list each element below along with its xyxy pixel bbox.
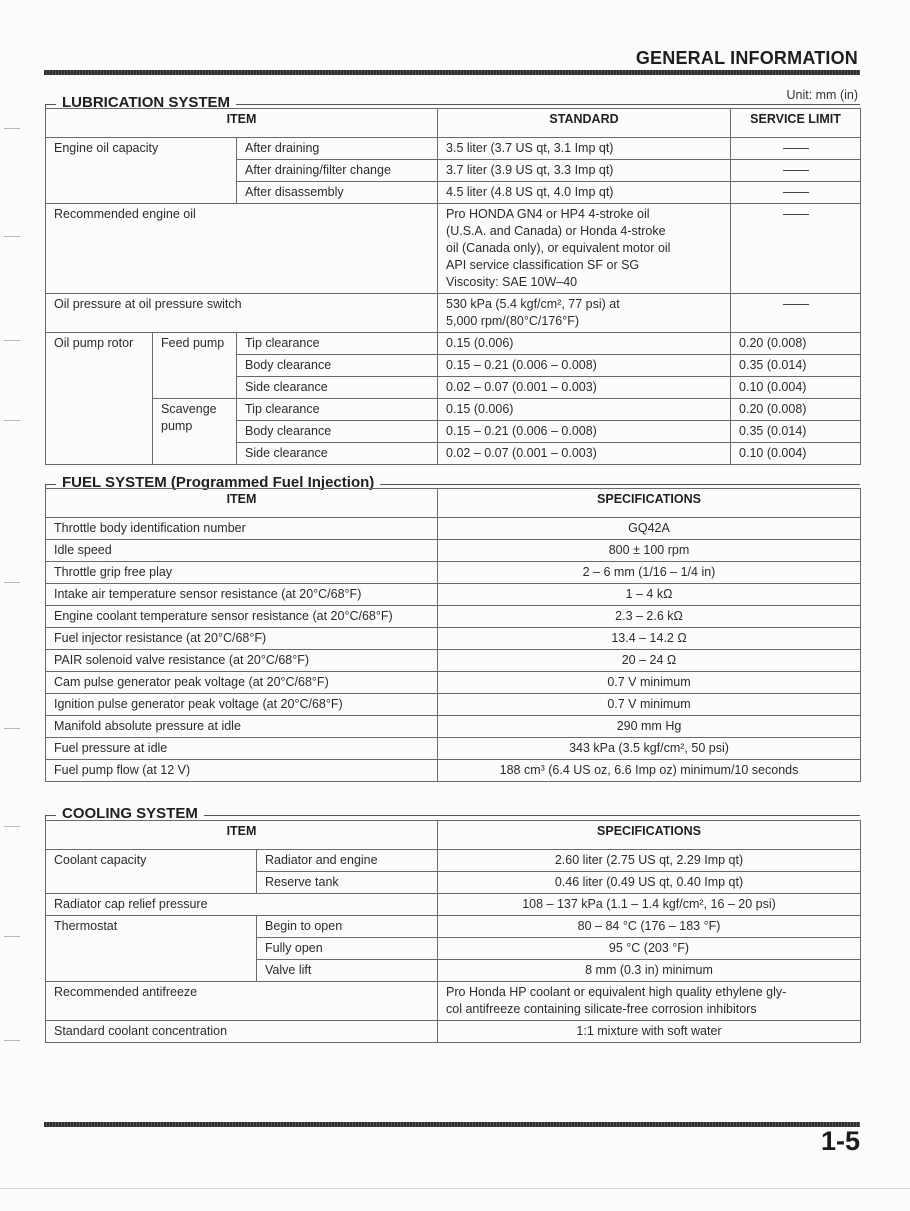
table-row xyxy=(46,694,861,716)
spec-value: 108 – 137 kPa (1.1 – 1.4 kgf/cm², 16 – 20 psi) xyxy=(438,894,861,916)
row-sublabel: Radiator and engine xyxy=(257,850,438,872)
margin-mark xyxy=(4,420,20,421)
spec-value: 20 – 24 Ω xyxy=(438,650,861,672)
service-limit-value xyxy=(731,160,861,182)
col-header-item: ITEM xyxy=(46,821,438,850)
spec-value: GQ42A xyxy=(438,518,861,540)
spec-value: 2.60 liter (2.75 US qt, 2.29 Imp qt) xyxy=(438,850,861,872)
row-label: Radiator cap relief pressure xyxy=(46,894,438,916)
row-label: Oil pressure at oil pressure switch xyxy=(46,294,438,333)
row-label: Throttle body identification number xyxy=(46,518,438,540)
table-row xyxy=(46,650,861,672)
dash-icon xyxy=(783,214,809,215)
margin-mark xyxy=(4,582,20,583)
row-label: PAIR solenoid valve resistance (at 20°C/68°F) xyxy=(46,650,438,672)
spec-value xyxy=(438,982,861,1021)
standard-value: 0.15 – 0.21 (0.006 – 0.008) xyxy=(438,355,731,377)
table-row xyxy=(46,540,861,562)
row-label: Fuel injector resistance (at 20°C/68°F) xyxy=(46,628,438,650)
margin-mark xyxy=(4,826,20,827)
spec-value: 2.3 – 2.6 kΩ xyxy=(438,606,861,628)
spec-value: 2 – 6 mm (1/16 – 1/4 in) xyxy=(438,562,861,584)
text-line: Pro Honda HP coolant or equivalent high quality ethylene gly- xyxy=(446,985,787,999)
margin-mark xyxy=(4,236,20,237)
standard-value xyxy=(438,294,731,333)
service-limit-value xyxy=(731,182,861,204)
text-line: API service classification SF or SG xyxy=(446,258,640,272)
row-label: Idle speed xyxy=(46,540,438,562)
standard-value: 3.5 liter (3.7 US qt, 3.1 Imp qt) xyxy=(438,138,731,160)
row-label: Ignition pulse generator peak voltage (at 20°C/68°F) xyxy=(46,694,438,716)
row-sublabel: Body clearance xyxy=(237,421,438,443)
row-label: Cam pulse generator peak voltage (at 20°C/68°F) xyxy=(46,672,438,694)
header-rule xyxy=(44,70,860,75)
spec-value: 80 – 84 °C (176 – 183 °F) xyxy=(438,916,861,938)
dash-icon xyxy=(783,148,809,149)
lubrication-table xyxy=(45,108,861,465)
table-row xyxy=(46,760,861,782)
row-sublabel xyxy=(153,399,237,465)
spec-value: 800 ± 100 rpm xyxy=(438,540,861,562)
table-row xyxy=(46,294,861,333)
row-label: Throttle grip free play xyxy=(46,562,438,584)
col-header-item: ITEM xyxy=(46,489,438,518)
row-sublabel: After draining/filter change xyxy=(237,160,438,182)
cooling-table xyxy=(45,820,861,1043)
fuel-section-title: FUEL SYSTEM (Programmed Fuel Injection) xyxy=(56,474,380,491)
spec-value: 8 mm (0.3 in) minimum xyxy=(438,960,861,982)
spec-value: 13.4 – 14.2 Ω xyxy=(438,628,861,650)
service-limit-value xyxy=(731,294,861,333)
row-sublabel: Body clearance xyxy=(237,355,438,377)
row-label: Manifold absolute pressure at idle xyxy=(46,716,438,738)
text-line: 530 kPa (5.4 kgf/cm², 77 psi) at xyxy=(446,297,620,311)
table-row xyxy=(46,716,861,738)
row-label: Standard coolant concentration xyxy=(46,1021,438,1043)
lubrication-section-title: LUBRICATION SYSTEM xyxy=(56,94,236,111)
page-number: 1-5 xyxy=(820,1126,860,1156)
table-row xyxy=(46,138,861,160)
table-row xyxy=(46,584,861,606)
table-row xyxy=(46,518,861,540)
row-sublabel: Reserve tank xyxy=(257,872,438,894)
service-limit-value: 0.35 (0.014) xyxy=(731,421,861,443)
table-row xyxy=(46,606,861,628)
table-row xyxy=(46,916,861,938)
table-row xyxy=(46,333,861,355)
spec-value: 95 °C (203 °F) xyxy=(438,938,861,960)
text-line: col antifreeze containing silicate-free corrosion inhibitors xyxy=(446,1002,757,1016)
col-header-standard: STANDARD xyxy=(438,109,731,138)
dash-icon xyxy=(783,304,809,305)
text-line: (U.S.A. and Canada) or Honda 4-stroke xyxy=(446,224,666,238)
row-label: Thermostat xyxy=(46,916,257,982)
spec-value: 0.7 V minimum xyxy=(438,694,861,716)
margin-mark xyxy=(4,728,20,729)
col-header-specifications: SPECIFICATIONS xyxy=(438,489,861,518)
row-label: Coolant capacity xyxy=(46,850,257,894)
row-sublabel: Side clearance xyxy=(237,377,438,399)
row-label: Recommended engine oil xyxy=(46,204,438,294)
margin-mark xyxy=(4,128,20,129)
spec-value: 343 kPa (3.5 kgf/cm², 50 psi) xyxy=(438,738,861,760)
row-sublabel: Valve lift xyxy=(257,960,438,982)
row-label: Fuel pump flow (at 12 V) xyxy=(46,760,438,782)
spec-value: 1 – 4 kΩ xyxy=(438,584,861,606)
table-row xyxy=(46,628,861,650)
text-line: Viscosity: SAE 10W–40 xyxy=(446,275,578,289)
margin-mark xyxy=(4,1040,20,1041)
margin-mark xyxy=(4,340,20,341)
table-row xyxy=(46,894,861,916)
row-sublabel: Side clearance xyxy=(237,443,438,465)
row-label: Oil pump rotor xyxy=(46,333,153,465)
table-row xyxy=(46,399,861,421)
spec-value: 188 cm³ (6.4 US oz, 6.6 Imp oz) minimum/10 seconds xyxy=(438,760,861,782)
row-sublabel: After draining xyxy=(237,138,438,160)
row-sublabel: Feed pump xyxy=(153,333,237,399)
row-label: Intake air temperature sensor resistance (at 20°C/68°F) xyxy=(46,584,438,606)
row-label: Engine oil capacity xyxy=(46,138,237,204)
standard-value: 0.15 – 0.21 (0.006 – 0.008) xyxy=(438,421,731,443)
spec-value: 290 mm Hg xyxy=(438,716,861,738)
service-limit-value: 0.20 (0.008) xyxy=(731,333,861,355)
margin-mark xyxy=(4,936,20,937)
row-sublabel: Tip clearance xyxy=(237,399,438,421)
row-sublabel: After disassembly xyxy=(237,182,438,204)
text-line: Scavenge xyxy=(161,402,217,416)
table-row xyxy=(46,850,861,872)
table-row xyxy=(46,204,861,294)
col-header-item: ITEM xyxy=(46,109,438,138)
unit-note: Unit: mm (in) xyxy=(786,88,858,102)
service-limit-value xyxy=(731,138,861,160)
standard-value: 0.15 (0.006) xyxy=(438,399,731,421)
service-limit-value: 0.10 (0.004) xyxy=(731,377,861,399)
service-limit-value: 0.20 (0.008) xyxy=(731,399,861,421)
standard-value: 0.02 – 0.07 (0.001 – 0.003) xyxy=(438,377,731,399)
spec-value: 0.46 liter (0.49 US qt, 0.40 Imp qt) xyxy=(438,872,861,894)
table-row xyxy=(46,982,861,1021)
table-row xyxy=(46,738,861,760)
row-label: Fuel pressure at idle xyxy=(46,738,438,760)
row-sublabel: Begin to open xyxy=(257,916,438,938)
scan-edge-line xyxy=(0,1188,910,1189)
text-line: 5,000 rpm/(80°C/176°F) xyxy=(446,314,580,328)
text-line: oil (Canada only), or equivalent motor oil xyxy=(446,241,671,255)
standard-value: 0.15 (0.006) xyxy=(438,333,731,355)
row-sublabel: Tip clearance xyxy=(237,333,438,355)
table-row xyxy=(46,672,861,694)
col-header-specifications: SPECIFICATIONS xyxy=(438,821,861,850)
standard-value: 0.02 – 0.07 (0.001 – 0.003) xyxy=(438,443,731,465)
standard-value: 4.5 liter (4.8 US qt, 4.0 Imp qt) xyxy=(438,182,731,204)
row-label: Recommended antifreeze xyxy=(46,982,438,1021)
fuel-table xyxy=(45,488,861,782)
spec-value: 0.7 V minimum xyxy=(438,672,861,694)
text-line: pump xyxy=(161,419,193,433)
row-sublabel: Fully open xyxy=(257,938,438,960)
dash-icon xyxy=(783,192,809,193)
row-label: Engine coolant temperature sensor resistance (at 20°C/68°F) xyxy=(46,606,438,628)
col-header-service-limit: SERVICE LIMIT xyxy=(731,109,861,138)
spec-value: 1:1 mixture with soft water xyxy=(438,1021,861,1043)
footer-rule xyxy=(44,1122,860,1127)
cooling-section-title: COOLING SYSTEM xyxy=(56,805,204,822)
service-limit-value: 0.10 (0.004) xyxy=(731,443,861,465)
table-row xyxy=(46,1021,861,1043)
standard-value: 3.7 liter (3.9 US qt, 3.3 Imp qt) xyxy=(438,160,731,182)
text-line: Pro HONDA GN4 or HP4 4-stroke oil xyxy=(446,207,650,221)
standard-value xyxy=(438,204,731,294)
page-header-title: GENERAL INFORMATION xyxy=(635,48,858,68)
dash-icon xyxy=(783,170,809,171)
service-limit-value xyxy=(731,204,861,294)
service-limit-value: 0.35 (0.014) xyxy=(731,355,861,377)
table-row xyxy=(46,562,861,584)
